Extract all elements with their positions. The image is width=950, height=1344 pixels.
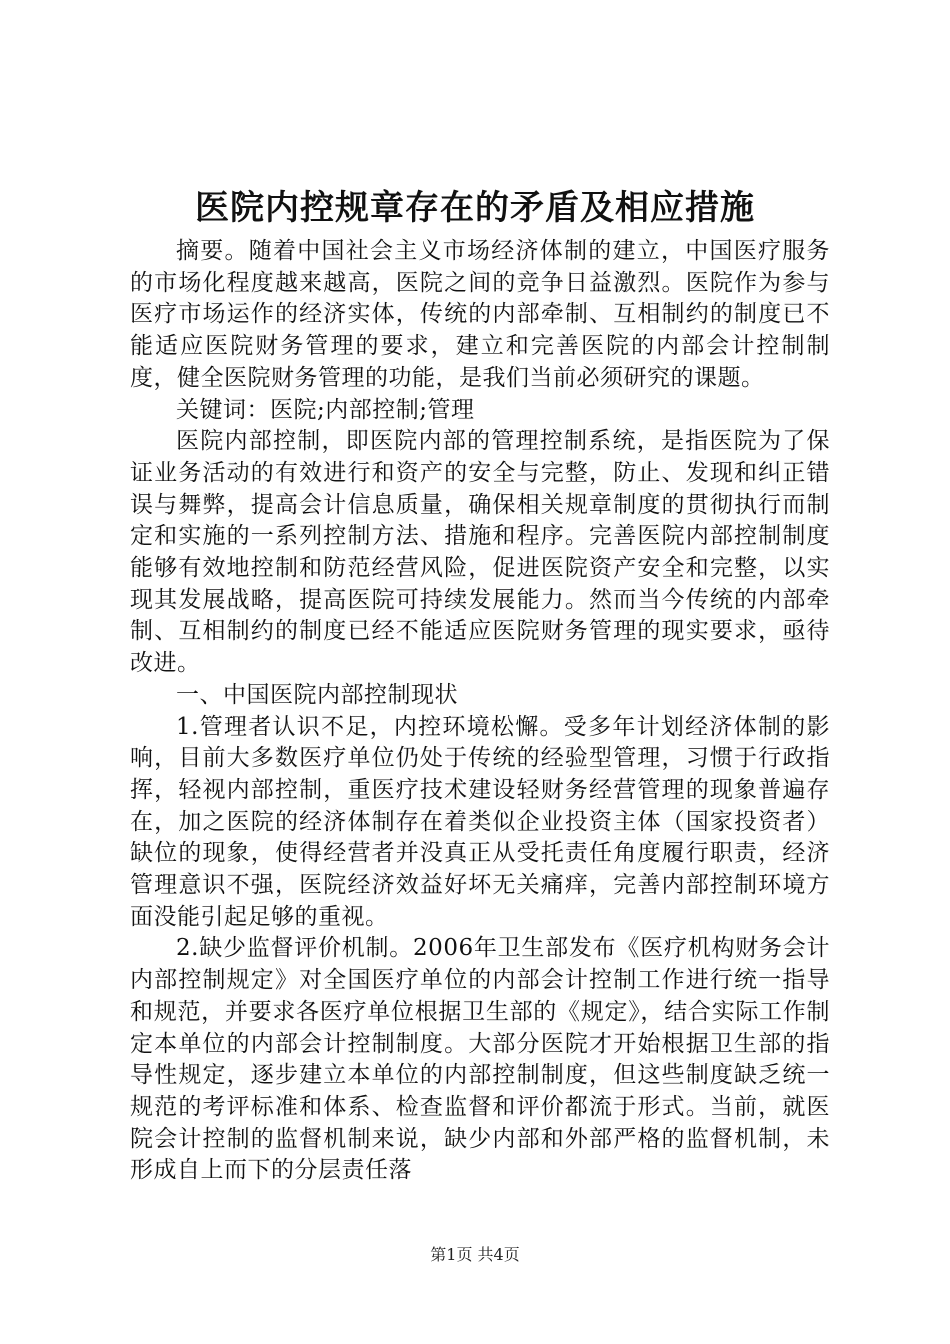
page-footer: 第1页 共4页: [430, 1245, 520, 1264]
document-title: 医院内控规章存在的矛盾及相应措施: [195, 188, 755, 228]
document-body: [130, 236, 830, 1187]
point-2-paragraph: 2.缺少监督评价机制。2006年卫生部发布《医疗机构财务会计内部控制规定》对全国医疗单位的内部会计控制工作进行统一指导和规范，并要求各医疗单位根据卫生部的《规定》，结合实际工作制定本单位的内部会计控制制度。大部分医院才开始根据卫生部的指导性规定，逐步建立本单位的内部控制制度，但这些制度缺乏统一规范的考评标准和体系、检查监督和评价都流于形式。当前，就医院会计控制的监督机制来说，缺少内部和外部严格的监督机制，未形成自上而下的分层责任落: [130, 935, 830, 1184]
abstract-paragraph: 摘要。随着中国社会主义市场经济体制的建立，中国医疗服务的市场化程度越来越高，医院之间的竞争日益激烈。医院作为参与医疗市场运作的经济实体，传统的内部牵制、互相制约的制度已不能适应医院财务管理的要求，建立和完善医院的内部会计控制制度，健全医院财务管理的功能，是我们当前必须研究的课题。: [130, 238, 830, 391]
keywords-paragraph: 关键词：医院;内部控制;管理: [176, 396, 475, 423]
section-heading: 一、中国医院内部控制现状: [176, 681, 458, 708]
intro-paragraph: 医院内部控制，即医院内部的管理控制系统，是指医院为了保证业务活动的有效进行和资产的安全与完整，防止、发现和纠正错误与舞弊，提高会计信息质量，确保相关规章制度的贯彻执行而制定和实施的一系列控制方法、措施和程序。完善医院内部控制制度能够有效地控制和防范经营风险，促进医院资产安全和完整，以实现其发展战略，提高医院可持续发展能力。然而当今传统的内部牵制、互相制约的制度已经不能适应医院财务管理的现实要求，亟待改进。: [130, 428, 830, 677]
point-1-paragraph: 1.管理者认识不足，内控环境松懈。受多年计划经济体制的影响，目前大多数医疗单位仍处于传统的经验型管理，习惯于行政指挥，轻视内部控制，重医疗技术建设轻财务经营管理的现象普遍存在，加之医院的经济体制存在着类似企业投资主体（国家投资者）缺位的现象，使得经营者并没真正从受托责任角度履行职责，经济管理意识不强，医院经济效益好坏无关痛痒，完善内部控制环境方面没能引起足够的重视。: [130, 713, 830, 930]
